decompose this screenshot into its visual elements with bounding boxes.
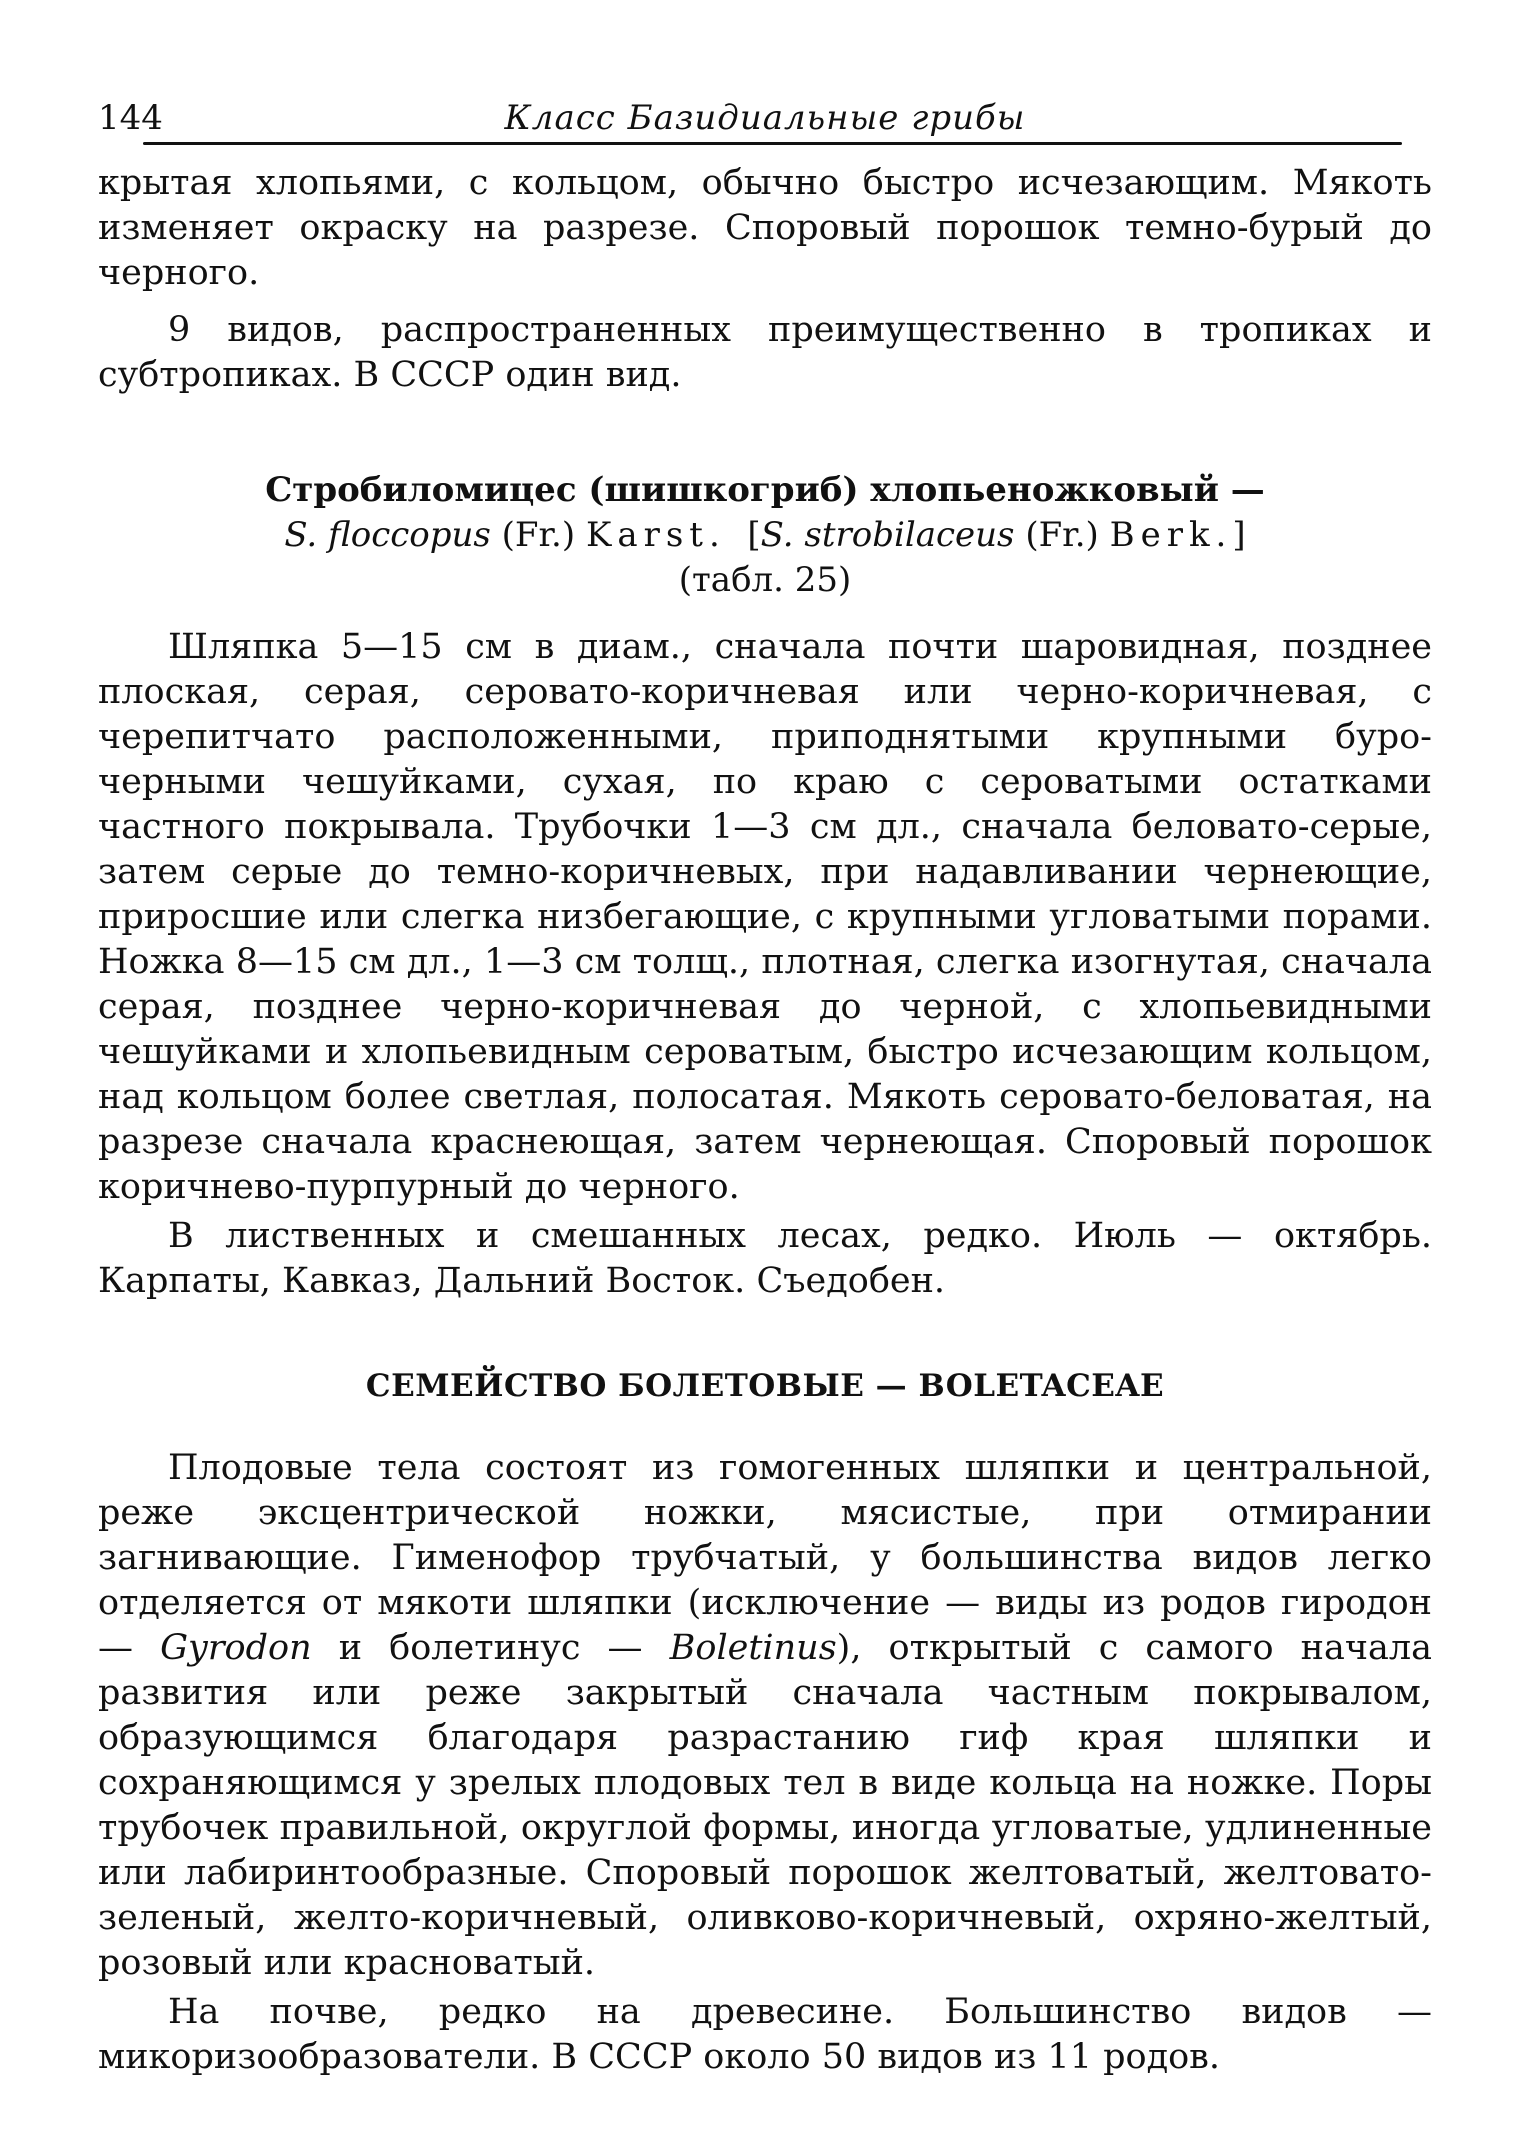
family-desc-part-2: и болетинус — bbox=[338, 1628, 643, 1668]
family-ecology: На почве, редко на древесине. Большинство видов — микоризообразователи. В СССР около 50 видов из 11 родов. bbox=[98, 1992, 1432, 2077]
species-author-1: (Fr.) bbox=[501, 515, 576, 555]
family-desc-part-3: ), открытый с самого начала развития или реже закрытый сначала частным покрывалом, образующимся благодаря разрастанию гиф края шляпки и сохраняющимся у зрелых плодовых тел в виде кольца на ножке. Поры трубочек правильной, округлой формы, иногда угловатые, удлиненные или лабиринтообразные. Споровый порошок желтоватый, желтовато-зеленый, желто-коричневый, оливково-коричневый, охряно-желтый, розовый или красноватый. bbox=[98, 1628, 1432, 1983]
running-head bbox=[98, 92, 1432, 142]
synonym-open: [ bbox=[747, 515, 761, 555]
species-genus-abbr: S. bbox=[284, 515, 318, 555]
book-page bbox=[98, 92, 1432, 2080]
family-heading: СЕМЕЙСТВО БОЛЕТОВЫЕ — BOLETACEAE bbox=[365, 1368, 1165, 1404]
genus-gyrodon: Gyrodon bbox=[160, 1628, 312, 1668]
species-latin-name bbox=[98, 513, 1432, 558]
species-author-2: Karst. bbox=[585, 515, 726, 555]
intro-paragraph-species-count: 9 видов, распространенных преимущественно в тропиках и субтропиках. В СССР один вид. bbox=[98, 310, 1432, 395]
synonym-close: ] bbox=[1232, 515, 1246, 555]
table-reference: (табл. 25) bbox=[678, 560, 852, 600]
synonym-author-1: (Fr.) bbox=[1025, 515, 1099, 555]
species-habitat: В лиственных и смешанных лесах, редко. Июль — октябрь. Карпаты, Кавказ, Дальний Восток. Съедобен. bbox=[98, 1216, 1432, 1301]
synonym-genus: S. bbox=[760, 515, 794, 555]
page-number: 144 bbox=[98, 98, 163, 138]
intro-paragraph-continuation: крытая хлопьями, с кольцом, обычно быстро исчезающим. Мякоть изменяет окраску на разрезе. Споровый порошок темно-бурый до черного. bbox=[98, 163, 1432, 293]
family-description bbox=[98, 1446, 1432, 1986]
synonym-author-2: Berk. bbox=[1109, 515, 1233, 555]
family-desc-part-1: Плодовые тела состоят из гомогенных шляпки и центральной, реже эксцентрической ножки, мясистые, при отмирании загнивающие. Гименофор трубчатый, у большинства видов легко отделяется от мякоти шляпки (исключение — виды из родов гиродон — bbox=[98, 1448, 1432, 1668]
species-description: Шляпка 5—15 см в диам., сначала почти шаровидная, позднее плоская, серая, серовато-коричневая или черно-коричневая, с черепитчато расположенными, приподнятыми крупными буро-черными чешуйками, сухая, по краю с сероватыми остатками частного покрывала. Трубочки 1—3 см дл., сначала беловато-серые, затем серые до темно-коричневых, при надавливании чернеющие, приросшие или слегка низбегающие, с крупными угловатыми порами. Ножка 8—15 см дл., 1—3 см толщ., плотная, слегка изогнутая, сначала серая, позднее черно-коричневая до черной, с хлопьевидными чешуйками и хлопьевидным сероватым, быстро исчезающим кольцом, над кольцом более светлая, полосатая. Мякоть серовато-беловатая, на разрезе сначала краснеющая, затем чернеющая. Споровый порошок коричнево-пурпурный до черного. bbox=[98, 627, 1432, 1207]
running-title: Класс Базидиальные грибы bbox=[504, 98, 1026, 138]
synonym-epithet: strobilaceus bbox=[804, 515, 1015, 555]
species-heading bbox=[98, 468, 1432, 603]
species-epithet: floccopus bbox=[328, 515, 491, 555]
species-title: Стробиломицес (шишкогриб) хлопьеножковый — bbox=[265, 470, 1265, 510]
genus-boletinus: Boletinus bbox=[669, 1628, 837, 1668]
